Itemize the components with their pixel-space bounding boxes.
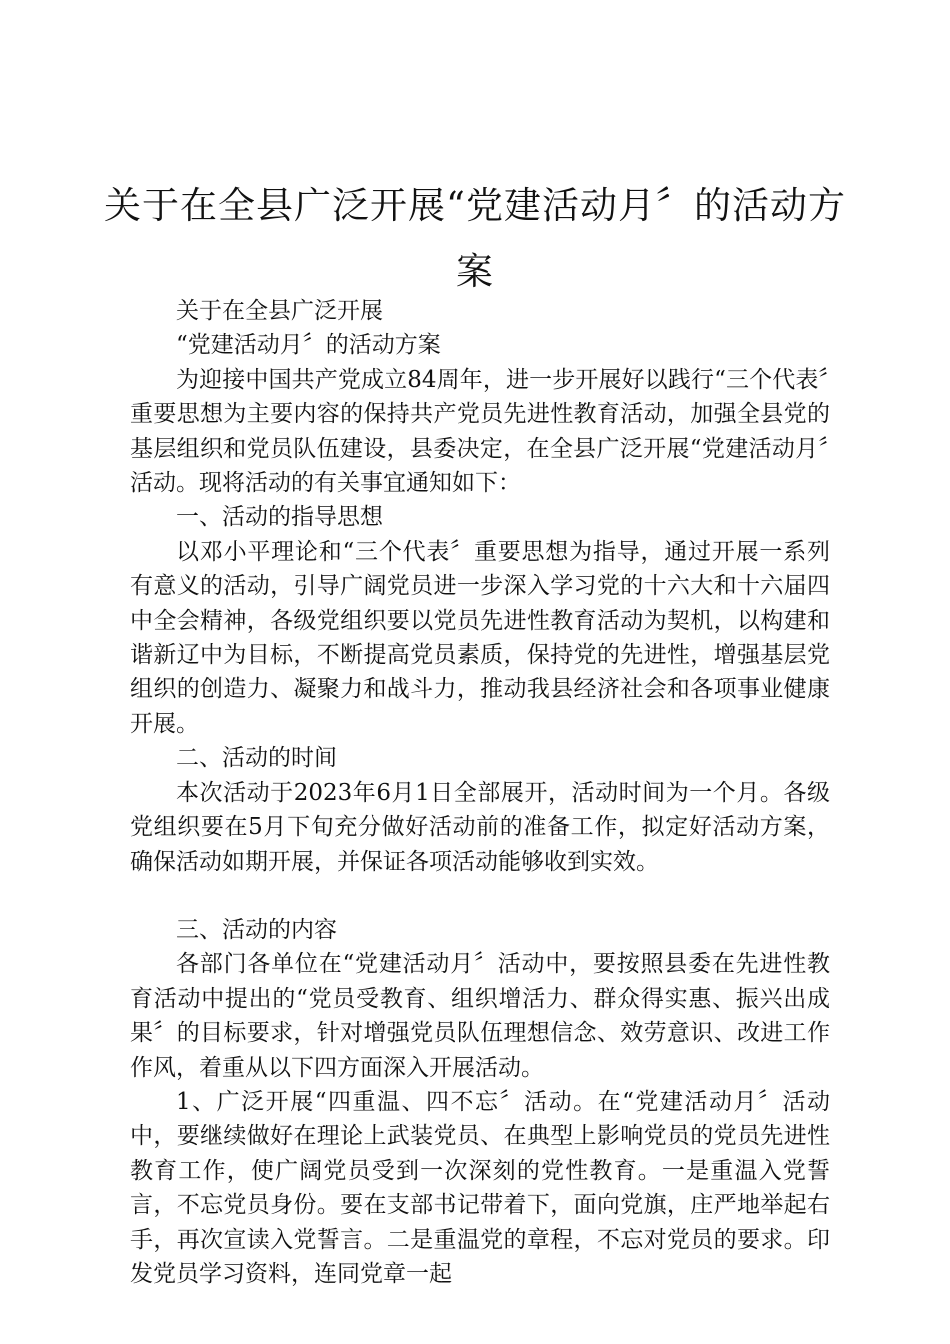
paragraph-item-1: 1、广泛开展“四重温、四不忘〞活动。在“党建活动月〞活动中，要继续做好在理论上武装党员、在典型上影响党员的党员先进性教育工作，使广阔党员受到一次深刻的党性教育。一是重温入党誓言，不忘党员身份。要在支部书记带着下，面向党旗，庄严地举起右手，再次宣读入党誓言。二是重温党的章程，不忘对党员的要求。印发党员学习资料，连同党章一起 xyxy=(130,1088,830,1287)
document-title: 关于在全县广泛开展“党建活动月〞的活动方案 xyxy=(104,184,846,293)
document-body xyxy=(130,294,830,1291)
paragraph-guiding-thought: 以邓小平理论和“三个代表〞重要思想为指导，通过开展一系列有意义的活动，引导广阔党员进一步深入学习党的十六大和十六届四中全会精神，各级党组织要以党员先进性教育活动为契机，以构建和谐新辽中为目标，不断提高党员素质，保持党的先进性，增强基层党组织的创造力、凝聚力和战斗力，推动我县经济社会和各项事业健康开展。 xyxy=(130,538,830,737)
paragraph-heading-line-2: “党建活动月〞的活动方案 xyxy=(176,332,441,359)
paragraph-intro: 为迎接中国共产党成立84周年，进一步开展好以践行“三个代表〞重要思想为主要内容的保持共产党员先进性教育活动，加强全县党的基层组织和党员队伍建设，县委决定，在全县广泛开展“党建活动月〞活动。现将活动的有关事宜通知如下： xyxy=(130,366,830,497)
paragraph-heading-line-1: 关于在全县广泛开展 xyxy=(176,298,383,324)
section-heading-guiding-thought: 一、活动的指导思想 xyxy=(176,504,383,531)
section-heading-content: 三、活动的内容 xyxy=(176,916,337,943)
paragraph-time: 本次活动于2023年6月1日全部展开，活动时间为一个月。各级党组织要在5月下旬充分做好活动前的准备工作，拟定好活动方案，确保活动如期开展，并保证各项活动能够收到实效。 xyxy=(130,779,830,875)
section-heading-time: 二、活动的时间 xyxy=(176,745,337,772)
paragraph-content: 各部门各单位在“党建活动月〞活动中，要按照县委在先进性教育活动中提出的“党员受教育、组织增活力、群众得实惠、振兴出成果〞的目标要求，针对增强党员队伍理想信念、效劳意识、改进工作作风，着重从以下四方面深入开展活动。 xyxy=(130,951,830,1081)
